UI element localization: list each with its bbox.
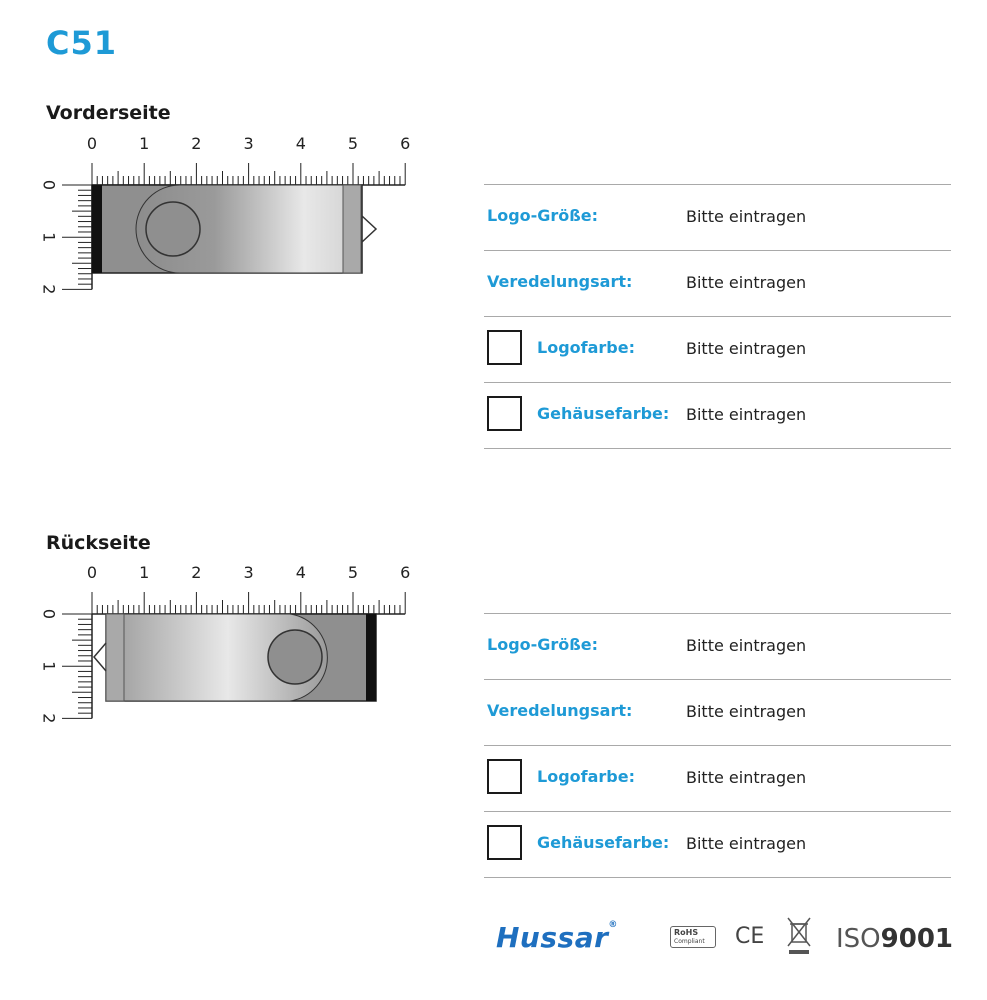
ruler-top-label: 0: [86, 134, 98, 153]
front-drawing: [40, 130, 420, 300]
ruler-side-label: 0: [40, 608, 59, 620]
ruler-side-label: 2: [40, 284, 59, 295]
front-row-logo-color: [484, 316, 951, 382]
back-ruler-top: [87, 563, 410, 614]
rohs-badge: [670, 926, 716, 948]
rohs-label: RoHS: [674, 928, 699, 937]
iso-number: 9001: [880, 924, 954, 954]
front-finishing-value[interactable]: Bitte eintragen: [686, 273, 807, 292]
back-form: [484, 613, 951, 878]
back-housing-color-checkbox[interactable]: [487, 825, 522, 860]
back-finishing-label: Veredelungsart:: [487, 701, 633, 720]
ruler-top-label: 4: [295, 134, 306, 153]
rohs-sub-label: Compliant: [674, 938, 705, 945]
ruler-side-label: 1: [40, 661, 59, 672]
iso-prefix: ISO: [836, 924, 881, 954]
usb-connector-end: [366, 614, 376, 701]
front-logo-color-checkbox[interactable]: [487, 330, 522, 365]
front-row-finishing: [484, 250, 951, 316]
iso-9001-mark: [836, 924, 953, 954]
front-row-housing-color: [484, 382, 951, 449]
back-row-logo-size: [484, 613, 951, 679]
back-logo-color-checkbox[interactable]: [487, 759, 522, 794]
ruler-top-label: 0: [86, 563, 98, 582]
front-ruler-side: [40, 180, 92, 295]
back-logo-color-value[interactable]: Bitte eintragen: [686, 768, 807, 787]
front-logo-color-value[interactable]: Bitte eintragen: [686, 339, 807, 358]
hussar-logo: [496, 921, 618, 954]
front-row-logo-size: [484, 184, 951, 250]
front-housing-color-checkbox[interactable]: [487, 396, 522, 431]
front-logo-size-label: Logo-Größe:: [487, 206, 599, 225]
page-title: C51: [46, 24, 118, 62]
ruler-top-label: 4: [295, 563, 306, 582]
back-section-label: Rückseite: [46, 532, 151, 554]
usb-connector-end: [92, 185, 102, 273]
ruler-top-label: 6: [400, 134, 411, 153]
back-housing-color-value[interactable]: Bitte eintragen: [686, 834, 807, 853]
front-housing-color-label: Gehäusefarbe:: [537, 404, 670, 423]
back-logo-size-value[interactable]: Bitte eintragen: [686, 636, 807, 655]
cap-band: [343, 185, 361, 273]
front-housing-color-value[interactable]: Bitte eintragen: [686, 405, 807, 424]
back-row-housing-color: [484, 811, 951, 878]
ruler-top-label: 2: [191, 134, 202, 153]
pivot-circle: [146, 202, 200, 256]
ruler-top-label: 3: [243, 563, 254, 582]
ruler-top-label: 2: [191, 563, 202, 582]
back-row-logo-color: [484, 745, 951, 811]
back-finishing-value[interactable]: Bitte eintragen: [686, 702, 807, 721]
front-finishing-label: Veredelungsart:: [487, 272, 633, 291]
registered-mark: ®: [608, 919, 618, 930]
front-logo-size-value[interactable]: Bitte eintragen: [686, 207, 807, 226]
pivot-circle: [268, 630, 322, 684]
ruler-side-label: 1: [40, 232, 59, 243]
back-logo-color-label: Logofarbe:: [537, 767, 635, 786]
cap-band: [106, 614, 124, 701]
ruler-top-label: 5: [347, 134, 359, 153]
ruler-side-label: 2: [40, 713, 59, 724]
back-drawing: [40, 559, 420, 729]
back-logo-size-label: Logo-Größe:: [487, 635, 599, 654]
front-ruler-top: [87, 134, 410, 185]
back-row-finishing: [484, 679, 951, 745]
certification-footer: [496, 916, 954, 960]
keyring-loop: [94, 643, 106, 671]
ruler-side-label: 0: [40, 179, 59, 191]
front-logo-color-label: Logofarbe:: [537, 338, 635, 357]
front-form: [484, 184, 951, 449]
keyring-loop: [362, 216, 376, 242]
brand-name: Hussar: [496, 921, 609, 954]
crossed-bin-icon: [786, 916, 812, 956]
ce-mark: CE: [735, 924, 765, 949]
ruler-top-label: 5: [347, 563, 359, 582]
ruler-top-label: 1: [139, 563, 150, 582]
ruler-top-label: 3: [243, 134, 254, 153]
front-section-label: Vorderseite: [46, 102, 171, 124]
ruler-top-label: 6: [400, 563, 411, 582]
back-ruler-side: [40, 609, 92, 724]
ruler-top-label: 1: [139, 134, 150, 153]
back-housing-color-label: Gehäusefarbe:: [537, 833, 670, 852]
